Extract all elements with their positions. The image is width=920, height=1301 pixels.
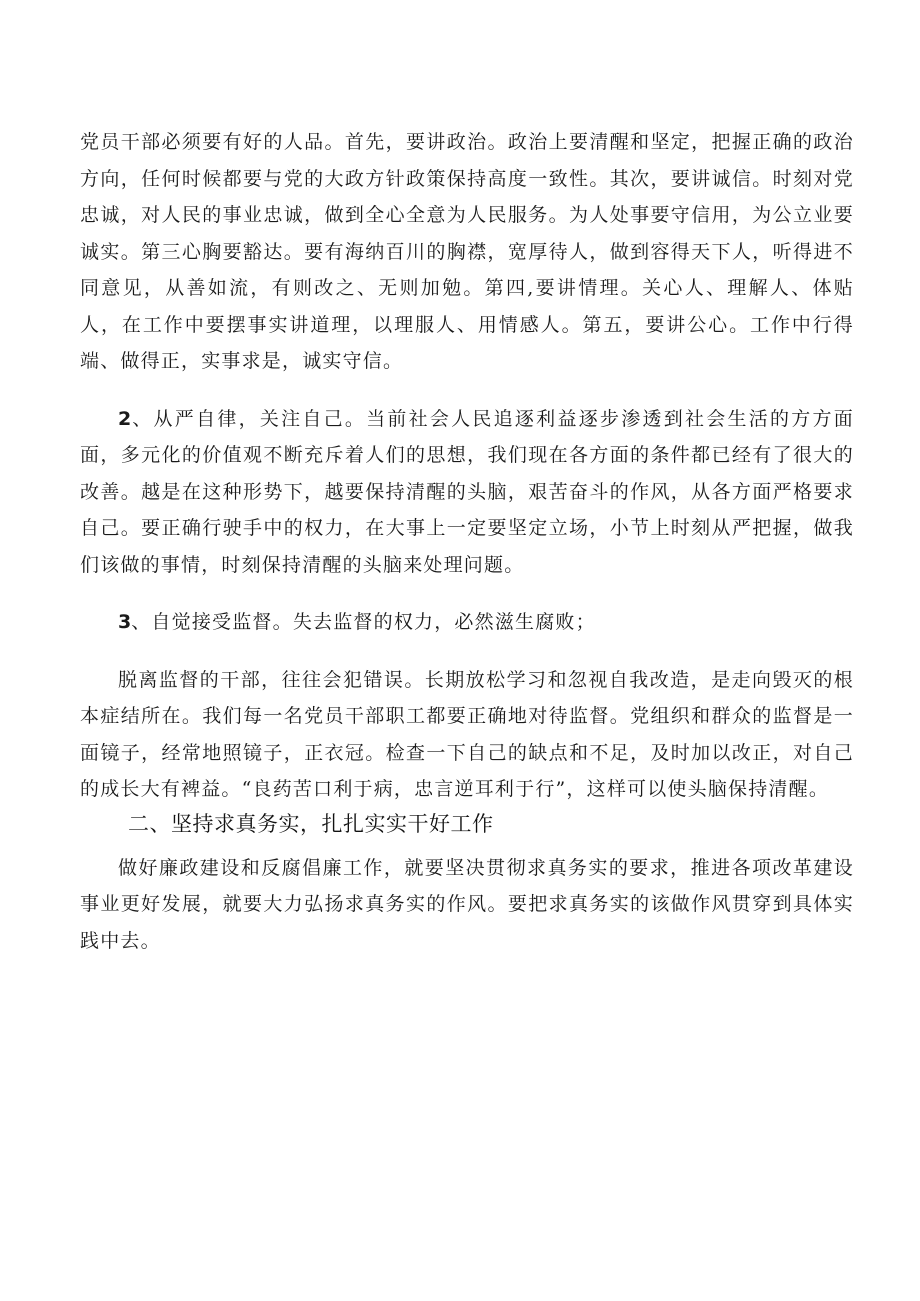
paragraph-self-discipline [80, 401, 854, 584]
paragraph-personal-character: 党员干部必须要有好的人品。首先，要讲政治。政治上要清醒和坚定，把握正确的政治方向，任何时候都要与党的大政方针政策保持高度一致性。其次，要讲诚信。时刻对党忠诚，对人民的事业忠诚，做到全心全意为人民服务。为人处事要守信用，为公立业要诚实。第三心胸要豁达。要有海纳百川的胸襟，宽厚待人，做到容得天下人，听得进不同意见，从善如流，有则改之、无则加勉。第四,要讲情理。关心人、理解人、体贴人，在工作中要摆事实讲道理，以理服人、用情感人。第五，要讲公心。工作中行得端、做得正，实事求是，诚实守信。 [80, 131, 854, 372]
item-number: 3 [118, 611, 132, 633]
paragraph-text: 、从严自律，关注自己。当前社会人民追逐利益逐步渗透到社会生活的方方面面，多元化的价值观不断充斥着人们的思想，我们现在各方面的条件都已经有了很大的改善。越是在这种形势下，越要保持清醒的头脑，艰苦奋斗的作风，从各方面严格要求自己。要正确行驶手中的权力，在大事上一定要坚定立场，小节上时刻从严把握，做我们该做的事情，时刻保持清醒的头脑来处理问题。 [80, 407, 854, 576]
section-heading: 二、坚持求真务实，扎扎实实干好工作 [128, 811, 494, 836]
document-body [80, 124, 854, 959]
paragraph-text: 、自觉接受监督。失去监督的权力，必然滋生腐败； [131, 611, 596, 633]
paragraph-seek-truth: 做好廉政建设和反腐倡廉工作，就要坚决贯彻求真务实的要求，推进各项改革建设事业更好发展，就要大力弘扬求真务实的作风。要把求真务实的该做作风贯穿到具体实践中去。 [80, 856, 854, 952]
item-number: 2 [118, 407, 132, 430]
paragraph-accept-supervision [80, 604, 854, 641]
paragraph-supervision-detail: 脱离监督的干部，往往会犯错误。长期放松学习和忽视自我改造，是走向毁灭的根本症结所在。我们每一名党员干部职工都要正确地对待监督。党组织和群众的监督是一面镜子，经常地照镜子，正衣冠。检查一下自己的缺点和不足，及时加以改正，对自己的成长大有裨益。“良药苦口利于病，忠言逆耳利于行”，这样可以使头脑保持清醒。 [80, 668, 854, 800]
